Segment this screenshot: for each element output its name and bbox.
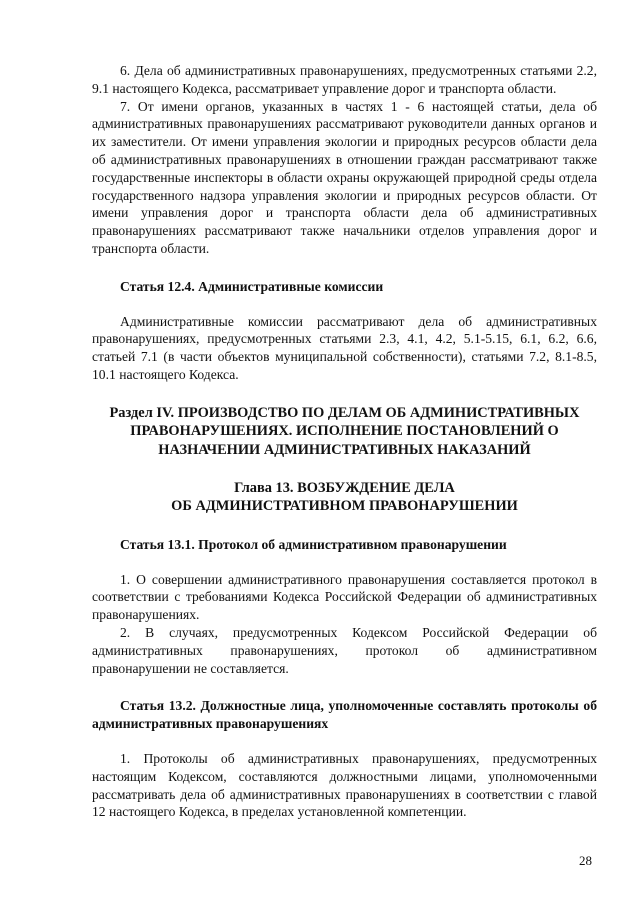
article-13-2-title: Статья 13.2. Должностные лица, уполномоченные составлять протоколы об административных правонарушениях <box>92 698 597 732</box>
article-13-2-paragraph-1: 1. Протоколы об административных правонарушениях, предусмотренных настоящим Кодексом, составляются должностными лицами, уполномоченными рассматривать дела об административных правонарушениях в соответствии с главой 12 настоящего Кодекса, в пределах установленной компетенции. <box>92 750 597 820</box>
section-heading <box>92 404 597 459</box>
chapter-heading-line-2: ОБ АДМИНИСТРАТИВНОМ ПРАВОНАРУШЕНИИ <box>171 498 518 515</box>
chapter-heading <box>92 479 597 516</box>
chapter-heading-line-1: Глава 13. ВОЗБУЖДЕНИЕ ДЕЛА <box>234 479 455 496</box>
article-13-1-paragraph-1: 1. О совершении административного правонарушения составляется протокол в соответствии с требованиями Кодекса Российской Федерации об административных правонарушениях. <box>92 571 597 623</box>
section-heading-line-1: Раздел IV. ПРОИЗВОДСТВО ПО ДЕЛАМ ОБ АДМИНИСТРАТИВНЫХ <box>109 404 580 421</box>
article-12-4-text: Административные комиссии рассматривают дела об административных правонарушениях, предусмотренных статьями 2.3, 4.1, 4.2, 5.1-5.15, 6.1, 6.2, 6.6, статьей 7.1 (в части объектов муниципальной собственности), статьями 7.2, 8.1-8.5, 10.1 настоящего Кодекса. <box>92 313 597 382</box>
article-13-1-paragraph-2: 2. В случаях, предусмотренных Кодексом Российской Федерации об административных правонарушениях, протокол об административном правонарушении не составляется. <box>92 624 597 676</box>
page-number: 28 <box>579 853 592 868</box>
paragraph-7: 7. От имени органов, указанных в частях 1 - 6 настоящей статьи, дела об административных правонарушениях рассматривают руководители данных органов и их заместители. От имени управления экологии и природных ресурсов области дела об административных правонарушениях в отношении граждан рассматривают также государственные инспекторы в области охраны окружающей природной среды отдела государственного надзора управления экологии и природных ресурсов области. От имени управления дорог и транспорта области дела об административных правонарушениях рассматривают также начальники отделов управления дорог и транспорта области. <box>92 98 597 256</box>
document-page <box>92 62 597 821</box>
section-heading-line-2: ПРАВОНАРУШЕНИЯХ. ИСПОЛНЕНИЕ ПОСТАНОВЛЕНИЙ О <box>130 423 559 440</box>
article-12-4-title: Статья 12.4. Административные комиссии <box>120 278 384 294</box>
section-heading-line-3: НАЗНАЧЕНИИ АДМИНИСТРАТИВНЫХ НАКАЗАНИЙ <box>158 441 531 458</box>
paragraph-6: 6. Дела об административных правонарушениях, предусмотренных статьями 2.2, 9.1 настоящего Кодекса, рассматривает управление дорог и транспорта области. <box>92 63 597 96</box>
article-13-1-title: Статья 13.1. Протокол об административном правонарушении <box>120 536 507 552</box>
